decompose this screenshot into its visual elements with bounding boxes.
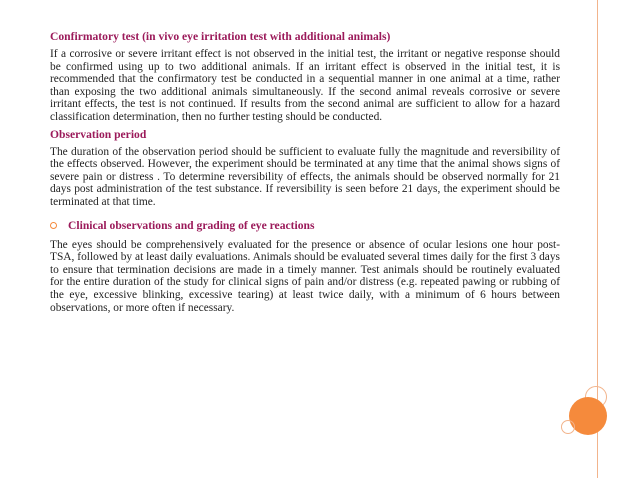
clinical-observations-bullet [50,219,560,233]
slide-content [50,30,560,320]
clinical-observations-heading: Clinical observations and grading of eye reactions [68,218,315,232]
confirmatory-test-heading: Confirmatory test (in vivo eye irritation test with additional animals) [50,30,391,43]
clinical-observations-paragraph: The eyes should be comprehensively evaluated for the presence or absence of ocular lesions one hour post-TSA, followed by at least daily evaluations. Animals should be evaluated several times daily for the first 3 days to ensure that termination decisions are made in a timely manner. Test animals should be routinely evaluated for the entire duration of the study for clinical signs of pain and/or distress (e.g. repeated pawing or rubbing of the eye, excessive blinking, excessive tearing) at least twice daily, with a minimum of 6 hours between observations, or more often if necessary. [50,238,560,314]
observation-period-paragraph: The duration of the observation period should be sufficient to evaluate fully the magnitude and reversibility of the effects observed. However, the experiment should be terminated at any time that the animal shows signs of severe pain or distress . To determine reversibility of effects, the animals should be observed normally for 21 days post administration of the test substance. If reversibility is seen before 21 days, the experiment should be terminated at that time. [50,145,560,208]
confirmatory-test-paragraph: If a corrosive or severe irritant effect is not observed in the initial test, the irritant or negative response should be confirmed using up to two additional animals. If an irritant effect is observed in the initial test, it is recommended that the confirmatory test be conducted in a sequential manner in one animal at a time, rather than exposing the two additional animals simultaneously. If the second animal reveals corrosive or severe irritant effects, the test is not continued. If results from the second animal are sufficient to allow for a hazard classification determination, then no further testing should be conducted. [50,48,560,123]
decorative-circle-small-icon [561,420,575,434]
observation-period-heading: Observation period [50,127,147,141]
hollow-circle-bullet-icon [50,222,57,229]
decorative-circle-filled-icon [569,397,607,435]
